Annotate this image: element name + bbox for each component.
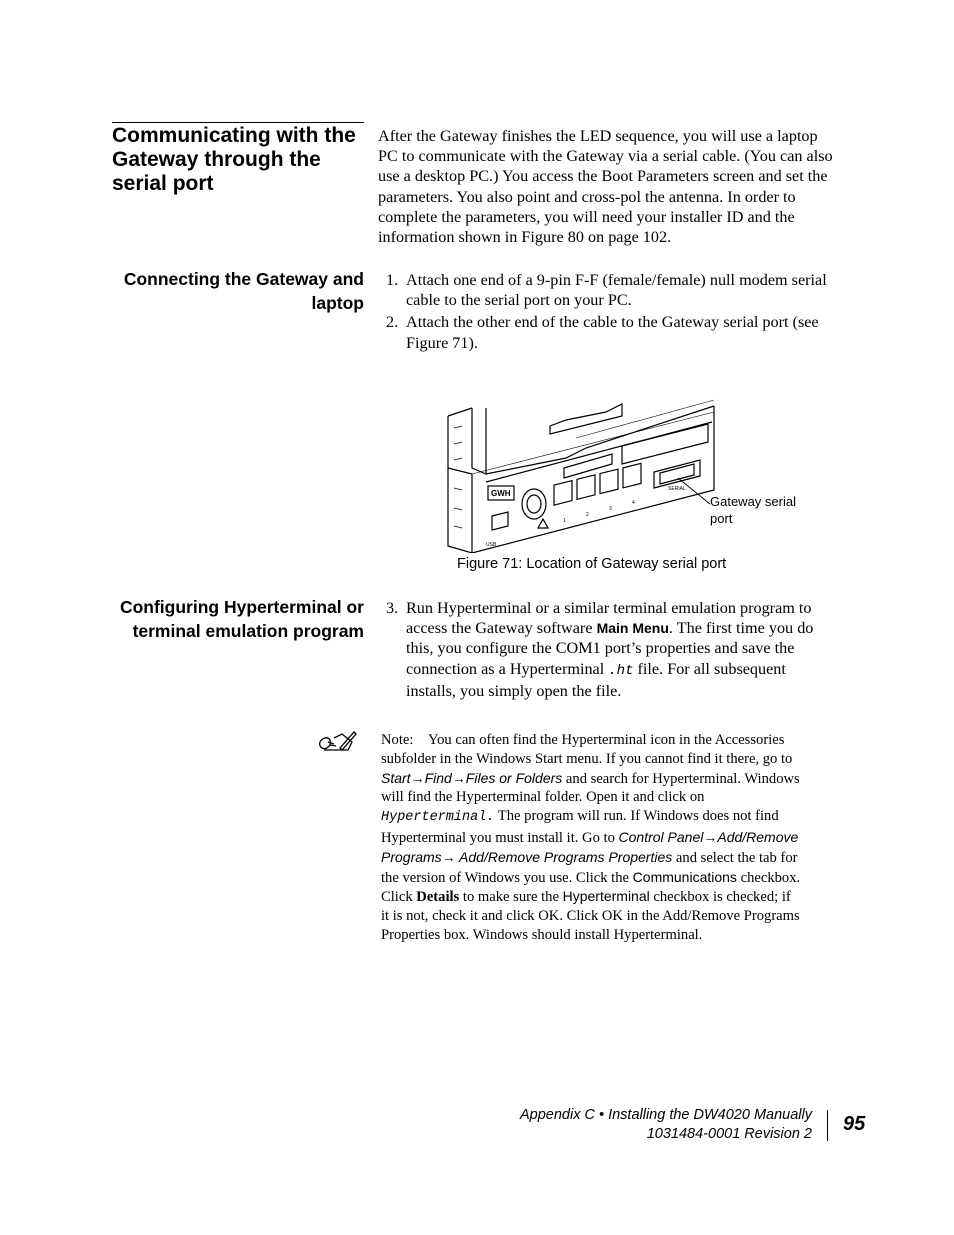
step-1 [386,270,836,310]
note-file-name: Hyperterminal. [381,810,495,826]
note-path-find: Start→Find→Files or Folders [381,769,563,786]
gateway-figure [446,398,718,553]
step-3-text-c: file. For all subsequent installs, you simply open the file. [406,659,786,700]
intro-paragraph: After the Gateway finishes the LED sequence, you will use a laptop PC to communicate with the Gateway via a serial cable. (You can also use a desktop PC.) You access the Boot Parameters screen and set the parameters. You also point and cross-pol the antenna. In order to complete the parameters, you will need your installer ID and the information shown in Figure 80 on page 102. [378,127,833,247]
step-2 [386,312,836,352]
connecting-steps [386,270,836,355]
configuring-steps [386,598,836,703]
fig-port-2: 2 [586,512,589,518]
section-title: Communicating with the Gateway through the serial port [112,124,356,195]
page-footer [520,1106,812,1144]
note-hyperterminal: Hyperterminal [562,888,650,905]
note-text-7: checkbox is checked; if it is not, check it and click OK. Click OK in the Add/Remove Programs Properties box. Windows should install Hyperterminal. [381,889,800,943]
figure-caption: Figure 71: Location of Gateway serial port [457,556,727,572]
footer-line-1: Appendix C • Installing the DW4020 Manually [519,1107,812,1123]
step-3 [386,598,836,701]
step-1-number: 1. [386,271,399,289]
fig-port-4: 4 [632,500,635,506]
step-3-text-a: Run Hyperterminal or a similar terminal emulation program to access the Gateway software [406,599,812,638]
step-3-number: 3. [386,599,399,617]
section-rule [112,122,364,123]
note-text-6: to make sure the [459,889,563,906]
main-menu-term: Main Menu [596,620,669,637]
fig-brand-label: GWH [491,489,511,498]
ht-extension: .ht [608,662,634,679]
note-text-2: and search for Hyperterminal. Windows will find the Hyperterminal folder. Open it and click on [381,770,800,806]
footer-divider [827,1110,828,1141]
configuring-heading: Configuring Hyperterminal or terminal emulation program [119,597,364,641]
fig-port-3: 3 [609,506,612,512]
note-label: Note: [381,732,414,748]
note-text-1: You can often find the Hyperterminal icon in the Accessories subfolder in the Windows Start menu. If you cannot find it there, go to [381,732,793,767]
step-2-number: 2. [386,313,399,332]
fig-serial-label: SERIAL [668,486,686,492]
connecting-heading: Connecting the Gateway and laptop [123,269,364,313]
step-2-text: Attach the other end of the cable to the Gateway serial port (see Figure 71). [406,313,819,352]
step-3-text-b: . The first time you do this, you configure the COM1 port’s properties and save the connection as a Hyperterminal [406,619,814,678]
note-communications: Communications [632,868,737,885]
note-pencil-icon [318,728,358,756]
note-path-control-panel: Control Panel→Add/Remove Programs→ Add/Remove Programs Properties [381,828,799,865]
step-1-text: Attach one end of a 9-pin F-F (female/female) null modem serial cable to the serial port on your PC. [406,271,827,310]
footer-line-2: 1031484-0001 Revision 2 [646,1126,812,1142]
note-text-5: checkbox. Click [381,869,801,906]
page-number: 95 [843,1113,866,1135]
note-details: Details [416,889,460,906]
figure-callout: Gateway serial port [710,494,796,526]
note-paragraph [381,731,801,945]
fig-port-1: 1 [563,518,566,524]
note-text-3: The program will run. If Windows does not find Hyperterminal you must install it. Go to [381,808,779,846]
note-text-4: and select the tab for the version of Windows you use. Click the [381,849,798,886]
fig-usb-label: USB [486,542,497,548]
